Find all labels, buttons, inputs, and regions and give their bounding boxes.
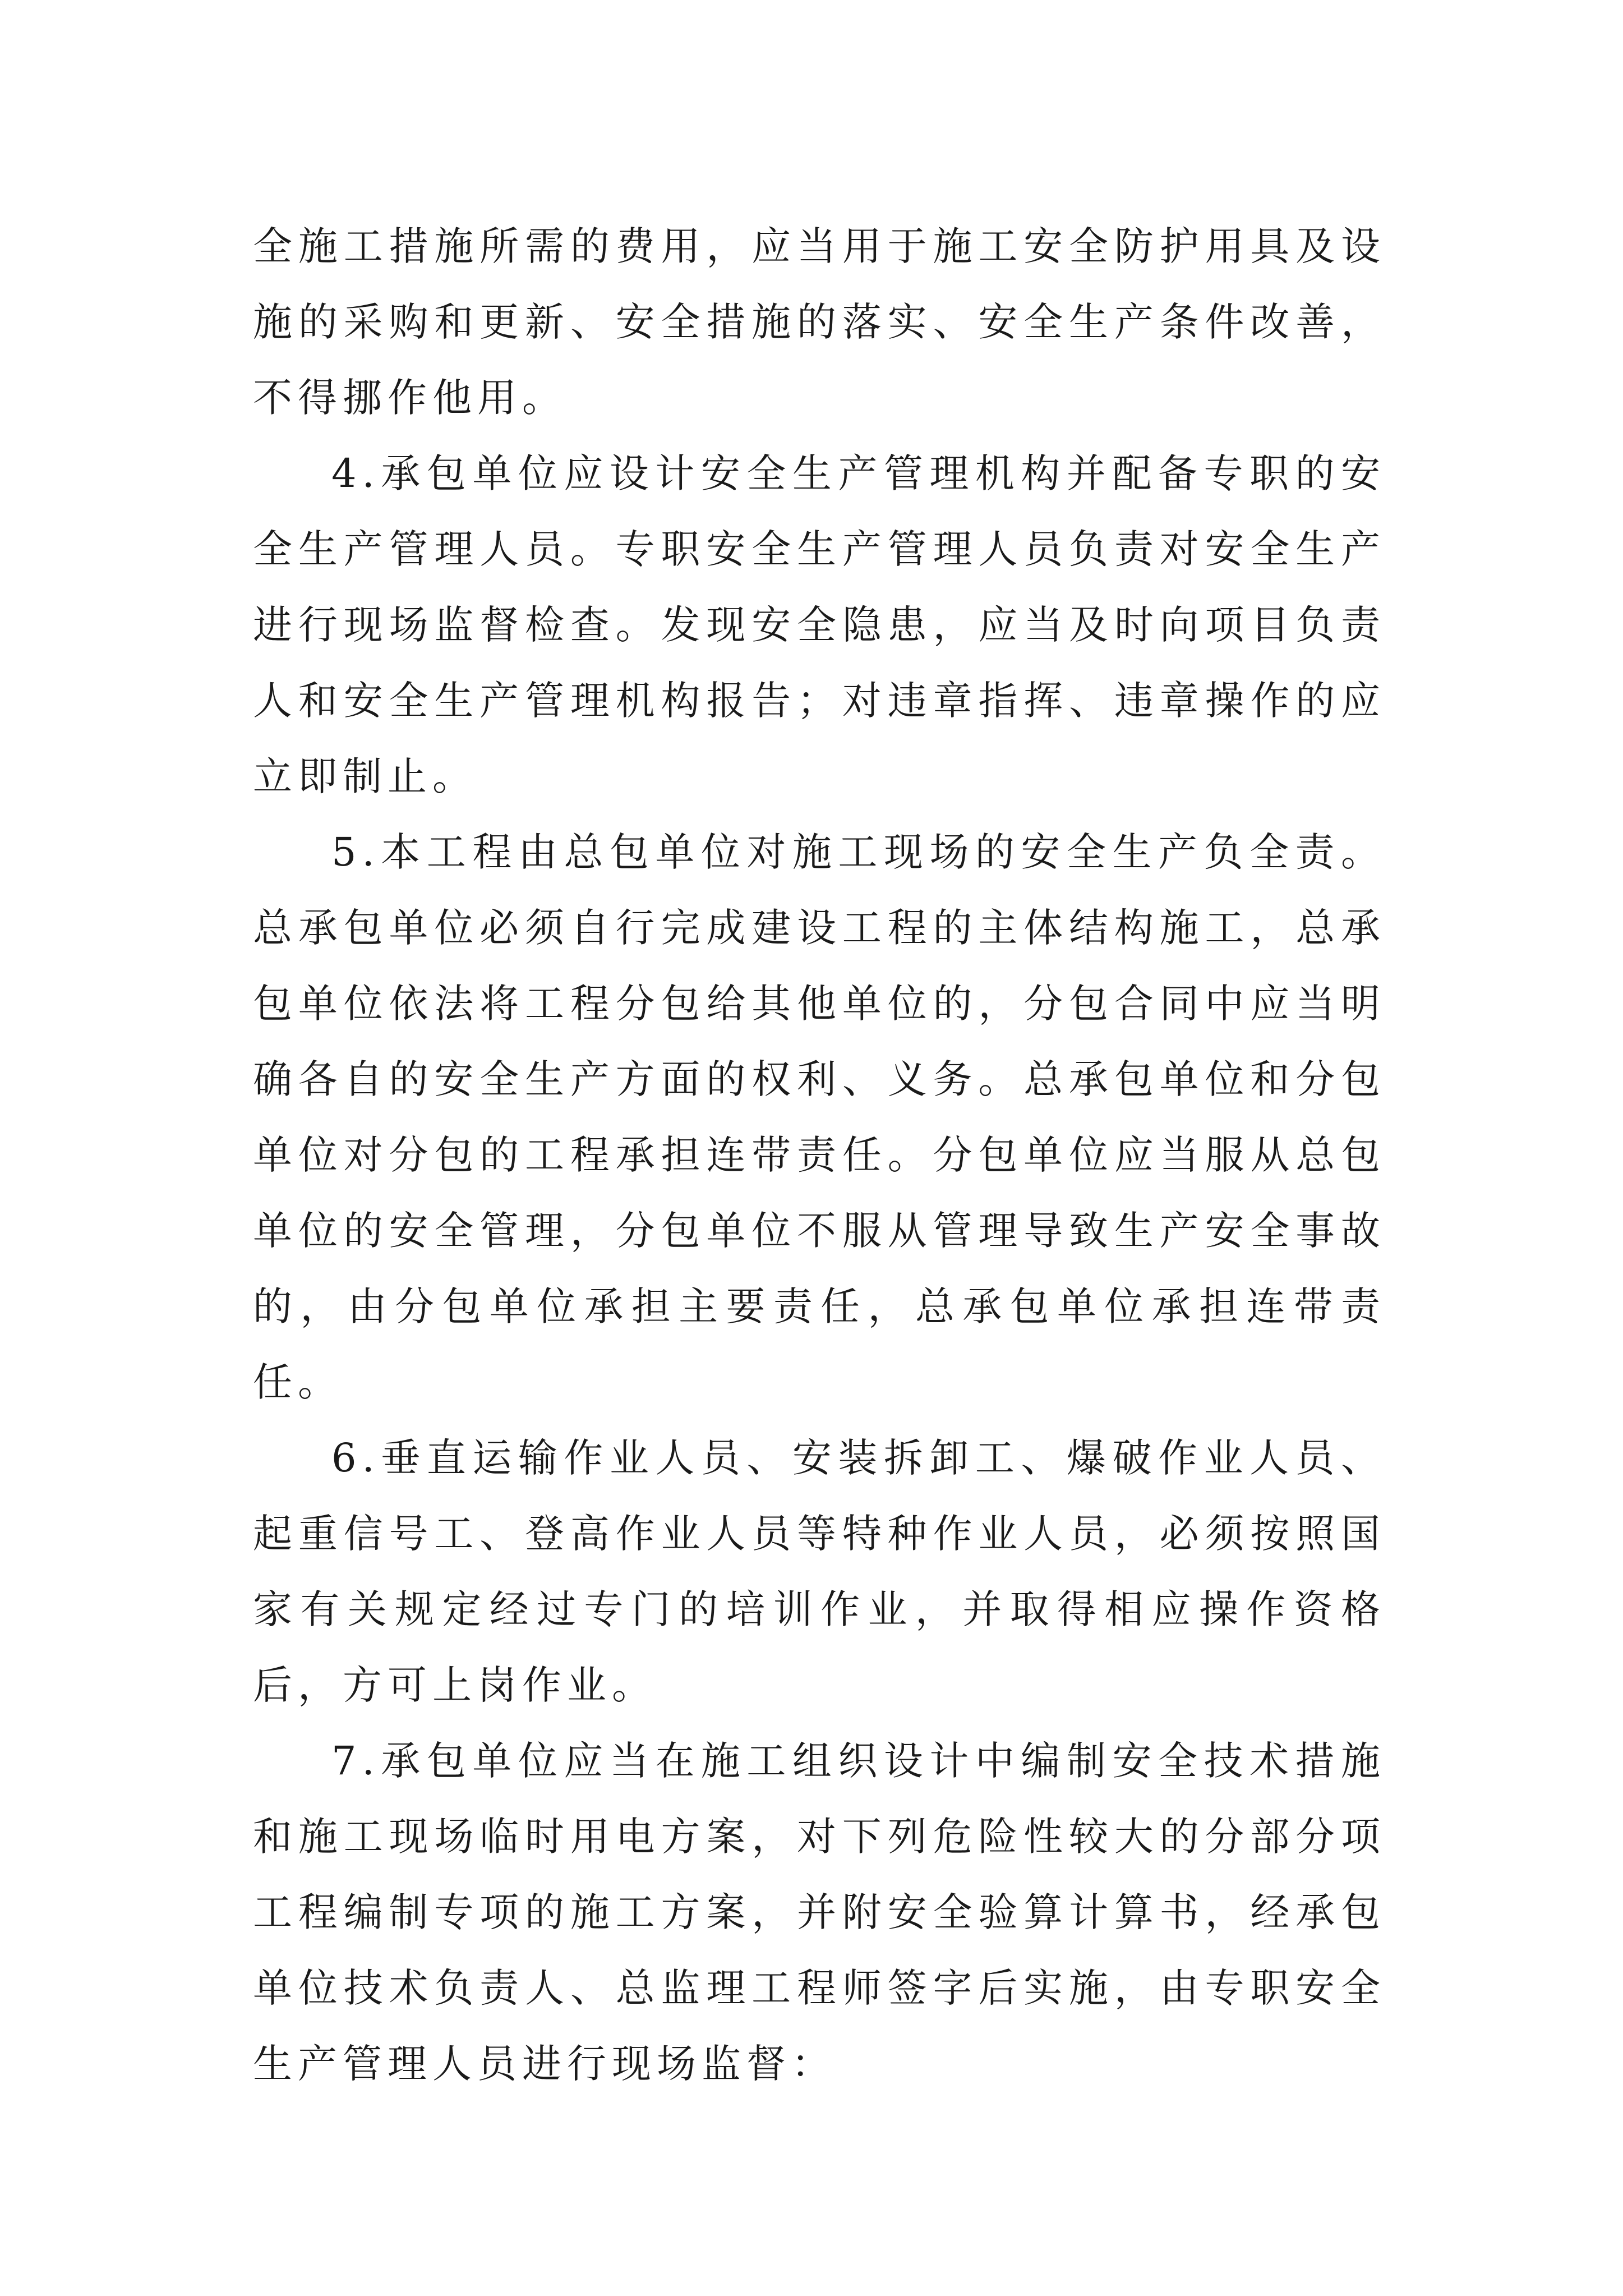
paragraph-item-6: 6.垂直运输作业人员、安装拆卸工、爆破作业人员、起重信号工、登高作业人员等特种作业人员，必须按照国家有关规定经过专门的培训作业，并取得相应操作资格后，方可上岗作业。 [253, 1435, 1386, 1708]
document-body [253, 209, 1386, 2102]
paragraph-item-7: 7.承包单位应当在施工组织设计中编制安全技术措施和施工现场临时用电方案，对下列危险性较大的分部分项工程编制专项的施工方案，并附安全验算计算书，经承包单位技术负责人、总监理工程师签字后实施，由专职安全生产管理人员进行现场监督： [253, 1738, 1386, 2087]
paragraph-item-4: 4.承包单位应设计安全生产管理机构并配备专职的安全生产管理人员。专职安全生产管理人员负责对安全生产进行现场监督检查。发现安全隐患，应当及时向项目负责人和安全生产管理机构报告；对违章指挥、违章操作的应立即制止。 [253, 450, 1386, 799]
paragraph-item-5: 5.本工程由总包单位对施工现场的安全生产负全责。总承包单位必须自行完成建设工程的主体结构施工，总承包单位依法将工程分包给其他单位的，分包合同中应当明确各自的安全生产方面的权利、义务。总承包单位和分包单位对分包的工程承担连带责任。分包单位应当服从总包单位的安全管理，分包单位不服从管理导致生产安全事故的，由分包单位承担主要责任，总承包单位承担连带责任。 [253, 829, 1386, 1405]
paragraph-continuation: 全施工措施所需的费用，应当用于施工安全防护用具及设施的采购和更新、安全措施的落实、安全生产条件改善，不得挪作他用。 [253, 223, 1386, 421]
